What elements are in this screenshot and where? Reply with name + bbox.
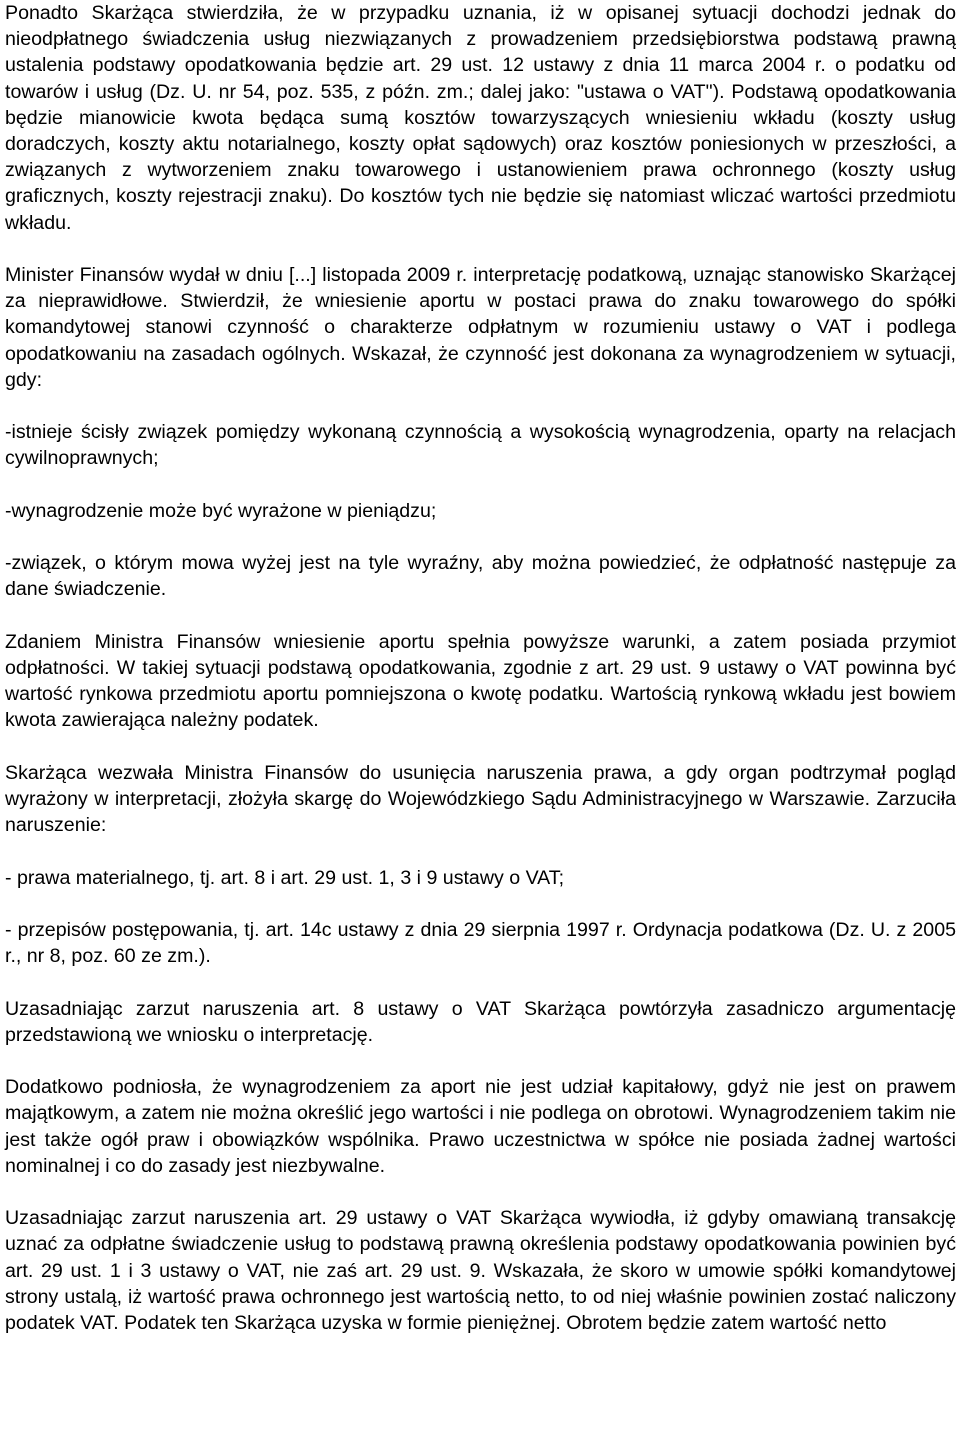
paragraph-11: Dodatkowo podniosła, że wynagrodzeniem za aport nie jest udział kapitałowy, gdyż nie jest on prawem majątkowym, a zatem nie można określić jego wartości i nie podlega on obrotowi. Wynagrodzeniem takim nie jest także ogół praw i obowiązków wspólnika. Prawo uczestnictwa w spółce nie posiada żadnej wartości nominalnej i co do zasady jest niezbywalne. [5,1076,956,1177]
paragraph-6: Zdaniem Ministra Finansów wniesienie aportu spełnia powyższe warunki, a zatem posiada przymiot odpłatności. W takiej sytuacji podstawą opodatkowania, zgodnie z art. 29 ust. 9 ustawy o VAT powinna być wartość rynkowa przedmiotu aportu pomniejszona o kwotę podatku. Wartością rynkową wkładu jest bowiem kwota zawierająca należny podatek. [5,630,956,732]
document-page [5,0,956,1336]
paragraph-9: - przepisów postępowania, tj. art. 14c ustawy z dnia 29 sierpnia 1997 r. Ordynacja podatkowa (Dz. U. z 2005 r., nr 8, poz. 60 ze zm.). [5,918,956,968]
paragraph-3: -istnieje ścisły związek pomiędzy wykonaną czynnością a wysokością wynagrodzenia, oparty na relacjach cywilnoprawnych; [5,421,956,470]
paragraph-1: Ponadto Skarżąca stwierdziła, że w przypadku uznania, iż w opisanej sytuacji dochodzi jednak do nieodpłatnego świadczenia usług niezwiązanych z prowadzeniem przedsiębiorstwa podstawą prawną ustalenia podstawy opodatkowania będzie art. 29 ust. 12 ustawy z dnia 11 marca 2004 r. o podatku od towarów i usług (Dz. U. nr 54, poz. 535, z późn. zm.; dalej jako: "ustawa o VAT"). Podstawą opodatkowania będzie mianowicie kwota będąca sumą kosztów towarzyszących wniesieniu wkładu (koszty usług doradczych, koszty aktu notarialnego, koszty opłat sądowych) oraz kosztów poniesionych w przeszłości, a związanych z wytworzeniem znaku towarowego i ustanowieniem prawa ochronnego (koszty usług graficznych, koszty rejestracji znaku). Do kosztów tych nie będzie się natomiast wliczać wartości przedmiotu wkładu. [5,2,956,234]
paragraph-5: -związek, o którym mowa wyżej jest na tyle wyraźny, aby można powiedzieć, że odpłatność następuje za dane świadczenie. [5,552,956,601]
paragraph-10: Uzasadniając zarzut naruszenia art. 8 ustawy o VAT Skarżąca powtórzyła zasadniczo argumentację przedstawioną we wniosku o interpretację. [5,997,956,1046]
paragraph-7: Skarżąca wezwała Ministra Finansów do usunięcia naruszenia prawa, a gdy organ podtrzymał pogląd wyrażony w interpretacji, złożyła skargę do Wojewódzkiego Sądu Administracyjnego w Warszawie. Zarzuciła naruszenie: [5,761,956,837]
paragraph-4: -wynagrodzenie może być wyrażone w pieniądzu; [5,499,437,522]
paragraph-12: Uzasadniając zarzut naruszenia art. 29 ustawy o VAT Skarżąca wywiodła, iż gdyby omawianą transakcję uznać za odpłatne świadczenie usług to podstawą prawną określenia podstawy opodatkowania powinien być art. 29 ust. 1 i 3 ustawy o VAT, nie zaś art. 29 ust. 9. Wskazała, że skoro w umowie spółki komandytowej strony ustalą, iż wartość prawa ochronnego jest wartością netto, to od niej właśnie powinien zostać naliczony podatek VAT. Podatek ten Skarżąca uzyska w formie pieniężnej. Obrotem będzie zatem wartość netto [5,1207,956,1334]
paragraph-8: - prawa materialnego, tj. art. 8 i art. 29 ust. 1, 3 i 9 ustawy o VAT; [5,866,565,889]
paragraph-2: Minister Finansów wydał w dniu [...] listopada 2009 r. interpretację podatkową, uznając stanowisko Skarżącej za nieprawidłowe. Stwierdził, że wniesienie aportu w postaci prawa do znaku towarowego do spółki komandytowej stanowi czynność o charakterze odpłatnym w rozumieniu ustawy o VAT i podlega opodatkowaniu na zasadach ogólnych. Wskazał, że czynność jest dokonana za wynagrodzeniem w sytuacji, gdy: [5,264,956,391]
